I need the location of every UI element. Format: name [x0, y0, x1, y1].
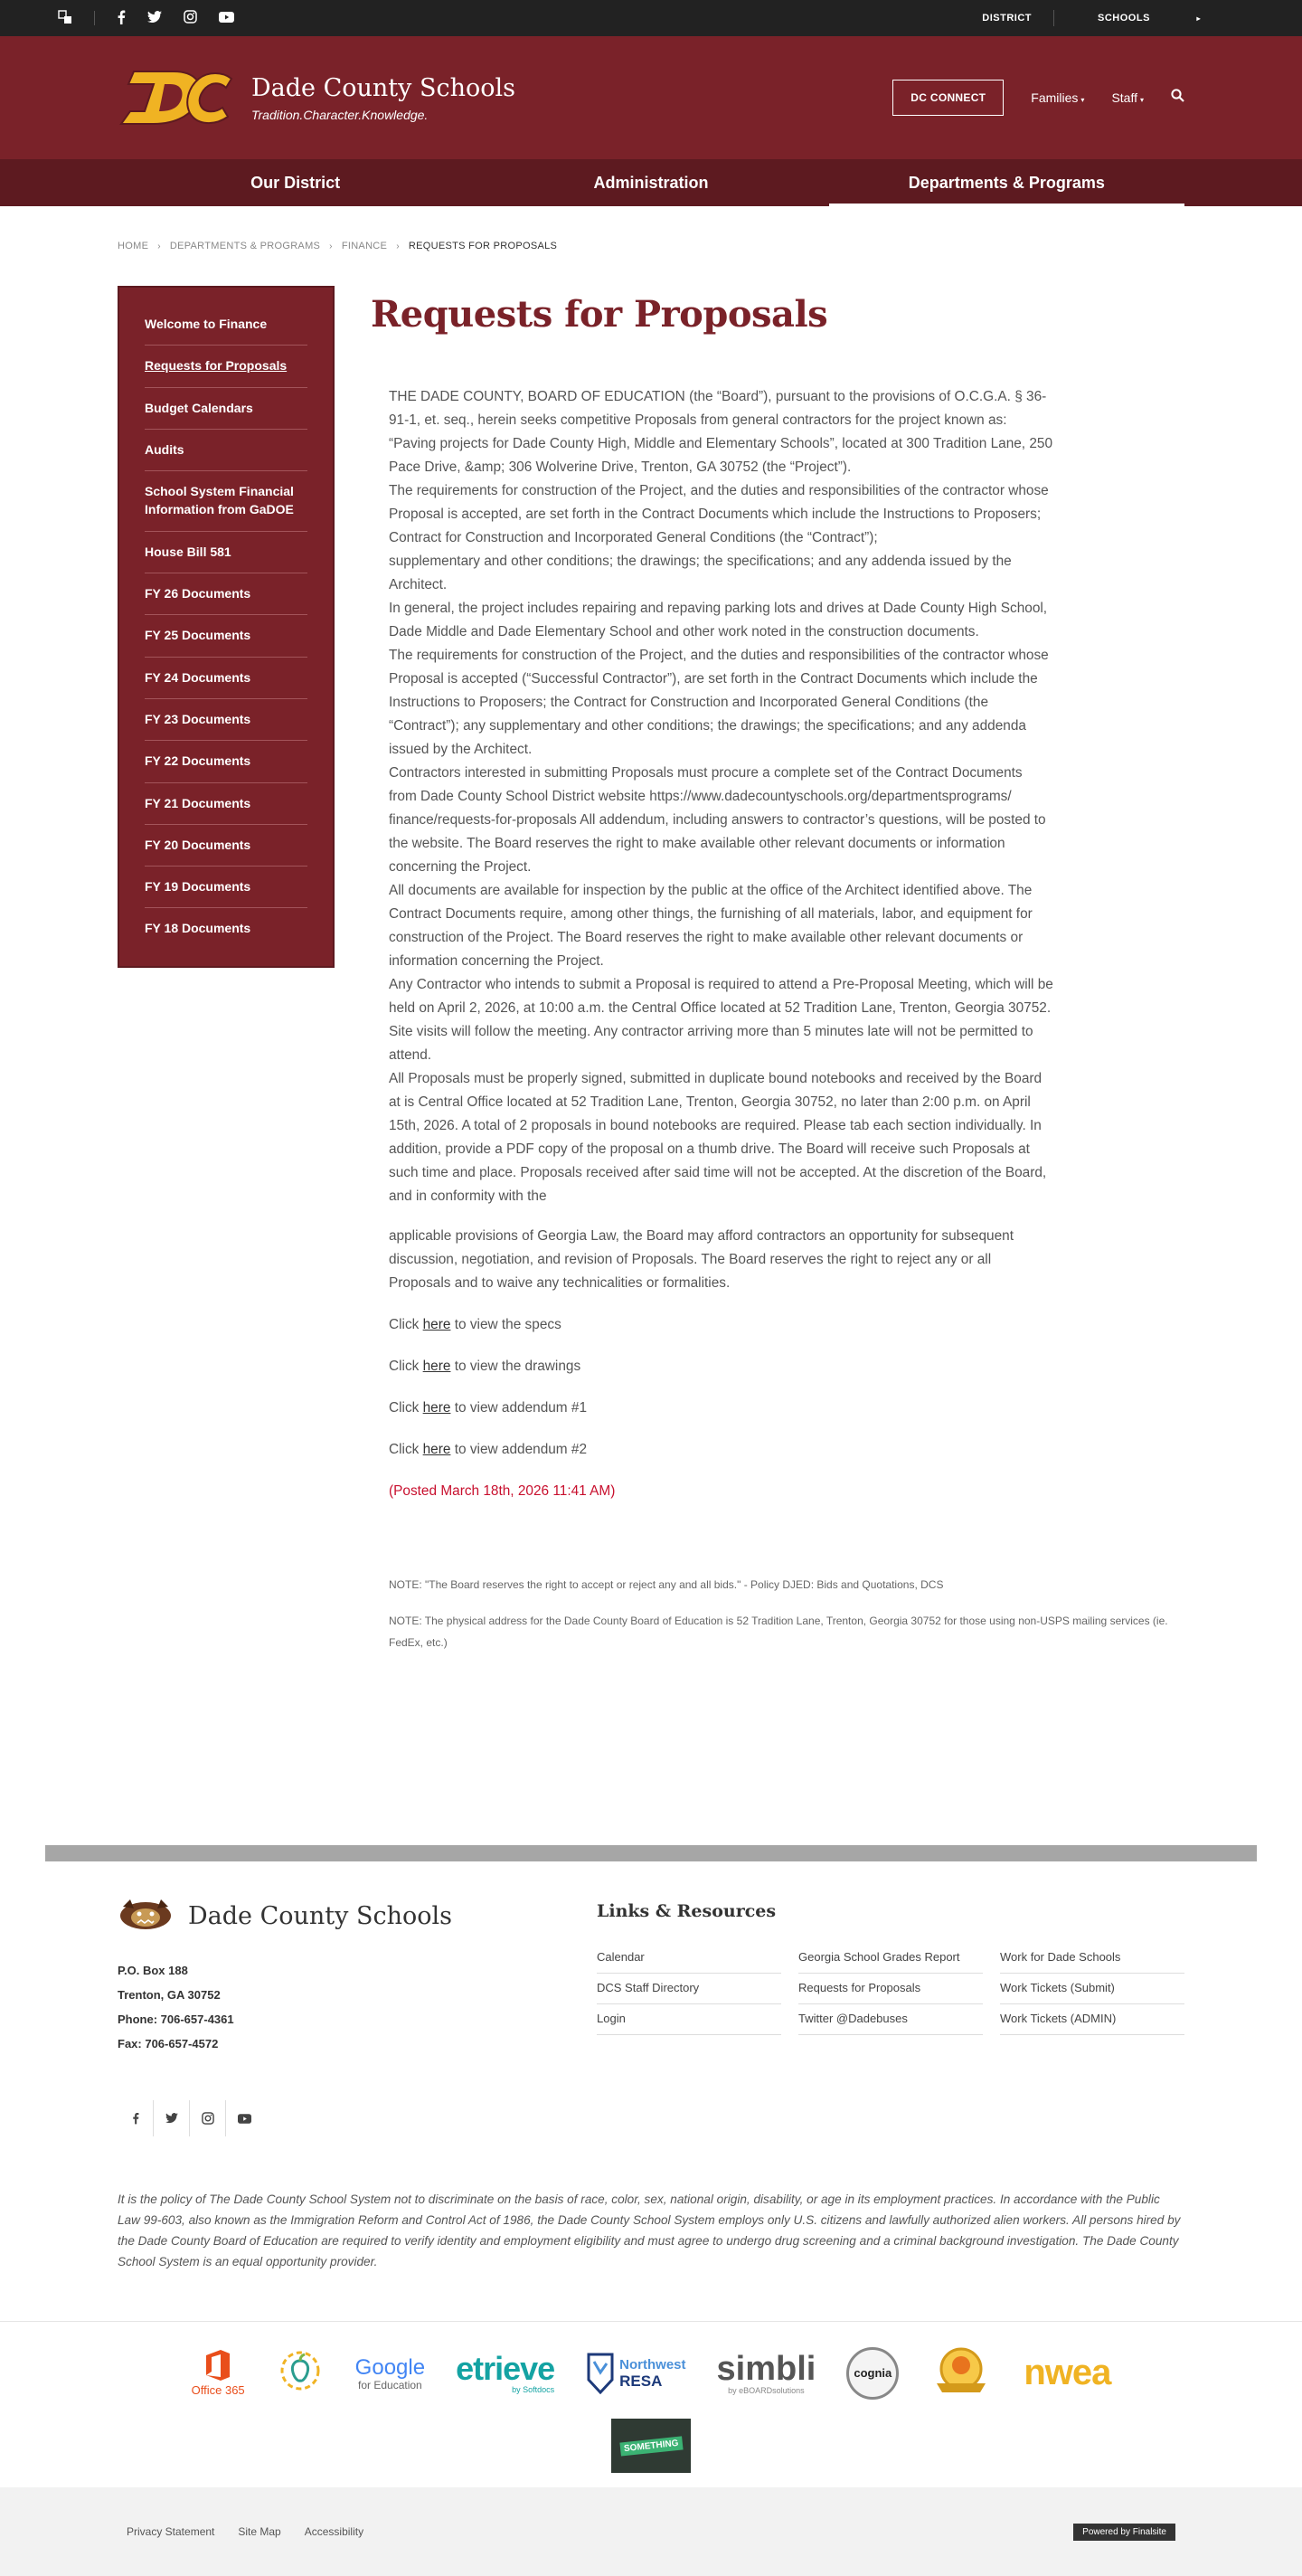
specs-link[interactable]: here	[422, 1317, 451, 1332]
breadcrumb-finance[interactable]: FINANCE	[341, 241, 388, 251]
chevron-right-icon: ›	[329, 241, 333, 251]
click-text: Click	[389, 1400, 423, 1416]
footer-link-rfp[interactable]: Requests for Proposals	[798, 1974, 983, 2004]
footer-link-tickets-submit[interactable]: Work Tickets (Submit)	[1000, 1974, 1184, 2004]
sidebar-nav	[118, 286, 335, 968]
sidebar-item-fy20[interactable]: FY 20 Documents	[145, 825, 307, 867]
schools-label: SCHOOLS	[1098, 13, 1150, 24]
office365-label: Office 365	[191, 2382, 245, 2397]
dc-logo[interactable]	[118, 63, 235, 132]
drawings-link-line	[389, 1355, 1053, 1378]
footer-links	[597, 1901, 1184, 2035]
youtube-icon[interactable]	[219, 12, 234, 25]
dc-connect-button[interactable]: DC CONNECT	[892, 80, 1004, 116]
brand-block	[251, 74, 515, 122]
addendum1-link-line	[389, 1397, 1053, 1420]
sidebar-item-requests[interactable]: Requests for Proposals	[145, 346, 307, 387]
header-actions	[892, 80, 1184, 116]
nav-administration[interactable]: Administration	[593, 174, 709, 192]
footer-divider-bar	[45, 1845, 1257, 1861]
link-suffix: to view addendum #2	[450, 1442, 588, 1457]
cognia-logo[interactable]	[846, 2347, 899, 2400]
facebook-icon[interactable]	[118, 2100, 154, 2136]
nav-departments-programs[interactable]: Departments & Programs	[829, 159, 1184, 206]
utility-bar	[0, 0, 1302, 36]
drawings-link[interactable]: here	[422, 1359, 451, 1374]
district-link[interactable]: DISTRICT	[982, 13, 1033, 24]
footer-link-directory[interactable]: DCS Staff Directory	[597, 1974, 781, 2004]
partner-row	[0, 2344, 1302, 2402]
office365-logo[interactable]	[192, 2350, 245, 2397]
sidebar-item-welcome[interactable]: Welcome to Finance	[145, 304, 307, 346]
main-nav	[0, 159, 1302, 206]
sidebar-item-fy24[interactable]: FY 24 Documents	[145, 658, 307, 699]
content-area	[0, 251, 1302, 1668]
sidebar-item-fy21[interactable]: FY 21 Documents	[145, 783, 307, 825]
sitemap-link[interactable]: Site Map	[238, 2525, 281, 2538]
site-footer	[118, 1896, 1184, 2056]
chevron-right-icon: ›	[157, 241, 161, 251]
sidebar-item-gadoe[interactable]: School System Financial Information from GaDOE	[145, 471, 307, 532]
paragraph: applicable provisions of Georgia Law, the Board may afford contractors an opportunity for subsequent discussion, negotiation, and revision of Proposals. The Board reserves the right to reject any or all Proposals and to waive any technicalities or formalities.	[389, 1228, 1014, 1291]
link-suffix: to view the specs	[450, 1317, 561, 1332]
paragraph: All documents are available for inspection by the public at the office of the Architect identified above. The Contract Documents require, among other things, the furnishing of all materials, labor, and equipment for construction of the Project. The Board reserves the right to make available other relevant documents or information concerning the Project.	[389, 883, 1033, 969]
privacy-link[interactable]: Privacy Statement	[127, 2525, 215, 2538]
utility-icons	[58, 10, 234, 27]
click-text: Click	[389, 1442, 423, 1457]
sidebar-item-fy22[interactable]: FY 22 Documents	[145, 741, 307, 782]
families-label: Families	[1031, 90, 1079, 105]
staff-label: Staff	[1111, 90, 1137, 105]
sidebar-item-fy26[interactable]: FY 26 Documents	[145, 573, 307, 615]
sidebar-item-fy23[interactable]: FY 23 Documents	[145, 699, 307, 741]
schools-dropdown[interactable]	[1054, 13, 1244, 24]
note-address: NOTE: The physical address for the Dade County Board of Education is 52 Tradition Lane, Trenton, Georgia 30752 for those using non-USPS mailing services (ie. FedEx, etc.)	[389, 1615, 1168, 1649]
footer-link-calendar[interactable]: Calendar	[597, 1943, 781, 1974]
address-line: P.O. Box 188	[118, 1964, 188, 1977]
specs-link-line	[389, 1313, 1053, 1337]
legal-links	[127, 2525, 363, 2538]
paragraph: Contractors interested in submitting Proposals must procure a complete set of the Contract Documents from Dade County School District website https://www.dadecountyschools.org/departmentsprograms/ finance/requests-for-proposals All addendum, including answers to contractor’s questions, will be posted to the website. The Board reserves the right to make available other relevant documents or information concerning the Project.	[389, 765, 1046, 875]
caret-right-icon: ▸	[1196, 14, 1201, 23]
paragraph: supplementary and other conditions; the drawings; the specifications; and any addenda issued by the Architect.	[389, 554, 1012, 592]
breadcrumb-home[interactable]: HOME	[118, 241, 149, 251]
links-title: Links & Resources	[597, 1901, 777, 1921]
caret-down-icon: ▾	[1139, 96, 1144, 104]
sidebar-item-audits[interactable]: Audits	[145, 430, 307, 471]
facebook-icon[interactable]	[117, 10, 126, 27]
caret-down-icon: ▾	[1080, 96, 1085, 104]
georgia-award-logo[interactable]	[929, 2344, 993, 2402]
etrieve-logo[interactable]	[456, 2349, 555, 2394]
staff-dropdown[interactable]	[1111, 90, 1144, 105]
phone: Phone: 706-657-4361	[118, 2012, 234, 2026]
translate-icon[interactable]	[58, 10, 72, 27]
nwea-logo[interactable]	[1024, 2353, 1110, 2393]
posted-date: (Posted March 18th, 2026 11:41 AM)	[389, 1483, 616, 1499]
school-name[interactable]: Dade County Schools	[251, 73, 515, 102]
google-label: Google	[354, 2354, 426, 2380]
breadcrumb-departments[interactable]: DEPARTMENTS & PROGRAMS	[169, 241, 321, 251]
click-text: Click	[389, 1317, 423, 1332]
nw-label: Northwest	[619, 2356, 686, 2372]
paragraph: In general, the project includes repairing and repaving parking lots and drives at Dade County High School, Dade Middle and Dade Elementary School and other work noted in the construction documents.	[389, 601, 1048, 639]
utility-separator	[94, 11, 95, 25]
address-line: Trenton, GA 30752	[118, 1988, 221, 2002]
addendum2-link-line	[389, 1438, 1053, 1462]
non-discrimination-policy: It is the policy of The Dade County School System not to discriminate on the basis of race, color, sex, national origin, disability, or age in its employment practices. In accordance with the Public Law 99-603, also known as the Immigration Reform and Control Act of 1986, the Dade County School System employs only U.S. citizens and lawfully authorized alien workers. All persons hired by the Dade County Board of Education are required to verify identity and employment eligibility and must agree to undergo drug screening and a criminal background investigation. The Dade County School System is an equal opportunity provider.	[118, 2192, 1181, 2268]
apple-logo[interactable]	[276, 2348, 325, 2398]
sidebar-item-budget[interactable]: Budget Calendars	[145, 388, 307, 430]
cognia-label: cognia	[854, 2366, 892, 2380]
footer-link-grades[interactable]: Georgia School Grades Report	[798, 1943, 983, 1974]
simbli-sub-label: by eBOARDsolutions	[728, 2385, 805, 2395]
footer-link-login[interactable]: Login	[597, 2004, 781, 2035]
simbli-logo[interactable]	[716, 2349, 816, 2395]
document-links	[389, 1313, 1053, 1462]
bottom-bar	[0, 2487, 1302, 2576]
footer-school-name[interactable]: Dade County Schools	[188, 1902, 452, 1930]
instagram-icon[interactable]	[190, 2100, 226, 2136]
footer-social	[118, 2100, 262, 2136]
powered-by-finalsite[interactable]: Powered by Finalsite	[1073, 2524, 1175, 2541]
breadcrumb	[0, 206, 1302, 251]
partner-logos	[0, 2321, 1302, 2473]
something-logo[interactable]	[611, 2419, 691, 2473]
notes	[389, 1574, 1184, 1653]
link-suffix: to view the drawings	[450, 1359, 581, 1374]
youtube-icon[interactable]	[226, 2100, 262, 2136]
paragraph: The requirements for construction of the Project, and the duties and responsibilities of the contractor whose Proposal is accepted, are set forth in the Contract Documents which include the Instructions to Proposers; Contract for Construction and Incorporated General Conditions (the “Contract”);	[389, 483, 1049, 545]
etrieve-label: etrieve	[456, 2349, 555, 2387]
paragraph: The requirements for construction of the Project, and the duties and responsibilities of the contractor whose Proposal is accepted (“Successful Contractor”), are set forth in the Contract Documents which include the Instructions to Proposers; the Contract for Construction and Incorporated General Conditions (the “Contract”); any supplementary and other conditions; the drawings; the specifications; and any addenda issued by the Architect.	[389, 648, 1049, 757]
resa-label: RESA	[619, 2372, 663, 2390]
paragraph: All Proposals must be properly signed, submitted in duplicate bound notebooks and received by the Board at is Central Office located at 52 Tradition Lane, Trenton, Georgia 30752, no later than 2:00 p.m. on April 15th, 2026. A total of 2 proposals in bound notebooks are required. Please tab each section individually. In addition, provide a PDF copy of the proposal on a thumb drive. The Board will receive such Proposals at such time and place. Proposals received after said time will not be accepted. At the discretion of the Board, and in conformity with the	[389, 1071, 1047, 1204]
links-grid	[597, 1943, 1184, 2035]
sidebar-item-hb581[interactable]: House Bill 581	[145, 532, 307, 573]
search-icon[interactable]	[1171, 89, 1184, 107]
footer-link-twitter[interactable]: Twitter @Dadebuses	[798, 2004, 983, 2035]
footer-link-tickets-admin[interactable]: Work Tickets (ADMIN)	[1000, 2004, 1184, 2035]
sidebar-item-fy25[interactable]: FY 25 Documents	[145, 615, 307, 657]
something-label: SOMETHING	[619, 2436, 683, 2456]
sidebar-item-fy19[interactable]: FY 19 Documents	[145, 867, 307, 908]
accessibility-link[interactable]: Accessibility	[304, 2525, 364, 2538]
utility-right	[960, 10, 1244, 26]
addendum1-link[interactable]: here	[422, 1400, 451, 1416]
nwea-label: nwea	[1024, 2353, 1111, 2392]
chevron-right-icon: ›	[396, 241, 400, 251]
nav-our-district[interactable]: Our District	[250, 174, 341, 192]
paragraph: Any Contractor who intends to submit a Proposal is required to attend a Pre-Proposal Meeting, which will be held on April 2, 2026, at 10:00 a.m. the Central Office located at 52 Tradition Lane, Trenton, Georgia 30752. Site visits will follow the meeting. Any contractor arriving more than 5 minutes late will not be permitted to attend.	[389, 977, 1053, 1063]
note-bids: NOTE: "The Board reserves the right to accept or reject any and all bids." - Policy DJED: Bids and Quotations, DCS	[389, 1578, 944, 1591]
breadcrumb-current: REQUESTS FOR PROPOSALS	[408, 241, 558, 251]
instagram-icon[interactable]	[184, 10, 197, 26]
click-text: Click	[389, 1359, 423, 1374]
tagline: Tradition.Character.Knowledge.	[251, 107, 429, 122]
link-suffix: to view addendum #1	[450, 1400, 588, 1416]
article-body	[389, 385, 1053, 1503]
google-education-logo[interactable]	[355, 2355, 425, 2391]
etrieve-sub-label: by Softdocs	[512, 2384, 555, 2394]
twitter-icon[interactable]	[154, 2100, 190, 2136]
site-header	[0, 36, 1302, 159]
wolverine-mascot-icon	[118, 1896, 174, 1937]
footer-link-work[interactable]: Work for Dade Schools	[1000, 1943, 1184, 1974]
twitter-icon[interactable]	[147, 11, 162, 26]
addendum2-link[interactable]: here	[422, 1442, 451, 1457]
paragraph: THE DADE COUNTY, BOARD OF EDUCATION (the “Board”), pursuant to the provisions of O.C.G.A. § 36-91-1, et. seq., herein seeks competitive Proposals from general contractors for the project known as: “Paving projects for Dade County High, Middle and Elementary Schools”, located at 300 Tradition Lane, 250 Pace Drive, &amp; 306 Wolverine Drive, Trenton, GA 30752 (the “Project”).	[389, 389, 1053, 475]
main-content	[335, 286, 1184, 1668]
families-dropdown[interactable]	[1031, 90, 1084, 105]
sidebar-item-fy18[interactable]: FY 18 Documents	[145, 921, 251, 936]
google-sub-label: for Education	[358, 2378, 422, 2391]
partner-row	[0, 2419, 1302, 2473]
nw-resa-logo[interactable]	[585, 2353, 685, 2394]
fax: Fax: 706-657-4572	[118, 2037, 219, 2050]
simbli-label: simbli	[716, 2349, 816, 2388]
page-title: Requests for Proposals	[371, 293, 828, 336]
